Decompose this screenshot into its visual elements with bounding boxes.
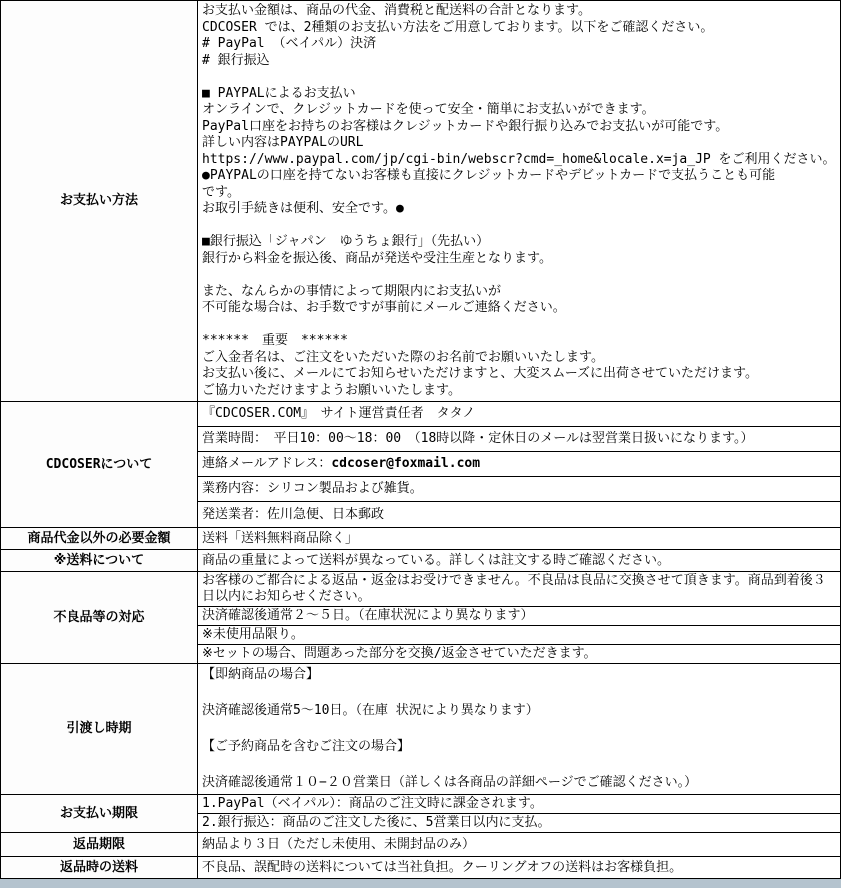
table-row-delivery <box>1 664 840 795</box>
delivery-text-line: 【即納商品の場合】 <box>202 667 320 682</box>
delivery-text-line: 決済確認後通常１０−２０営業日（詳しくは各商品の詳細ページでご確認ください。） <box>202 775 698 790</box>
row-label-return-period: 返品期限 <box>1 833 198 856</box>
return-shipping-content: 不良品、誤配時の送料については当社負担。クーリングオフの送料はお客様負担。 <box>202 859 683 875</box>
payment-text-line: # PayPal （ベイパル）決済 <box>202 36 377 51</box>
table-row-defect <box>1 572 840 664</box>
delivery-text-line: 【ご予約商品を含むご注文の場合】 <box>202 739 411 754</box>
payment-text-line: ■銀行振込「ジャパン ゆうちょ銀行」（先払い） <box>202 234 490 249</box>
payment-text-line <box>202 218 836 235</box>
deadline-text-line: 1.PayPal（ベイパル）：商品のご注文時に課金されます。 <box>198 795 840 814</box>
delivery-text-line: 決済確認後通常5〜10日。（在庫 状況により異なります） <box>202 703 539 718</box>
defect-content <box>198 572 840 663</box>
delivery-lines <box>202 666 836 792</box>
bottom-strip <box>0 879 841 888</box>
row-label-about: CDCOSERについて <box>1 402 198 527</box>
payment-text-line: ●PAYPALの口座を持てないお客様も直接にクレジットカードやデビットカードで支払うことも可能 <box>202 168 776 183</box>
about-contact-label: 連絡メールアドレス： <box>202 456 332 471</box>
row-label-shipping: ※送料について <box>1 550 198 571</box>
defect-text-line: 決済確認後通常２〜５日。（在庫状況により異なります） <box>198 607 840 626</box>
about-site-row: 『CDCOSER.COM』 サイト運営責任者 タタノ <box>198 402 840 427</box>
payment-text-line: オンラインで、クレジットカードを使って安全・簡単にお支払いができます。 <box>202 102 655 117</box>
payment-text-line: ご協力いただけますようお願いいたします。 <box>202 382 461 398</box>
payment-text-line <box>202 317 836 334</box>
payment-text-line: ご入金者名は、ご注文をいただいた際のお名前でお願いいたします。 <box>202 349 604 365</box>
payment-text-line: です。 <box>202 184 240 200</box>
deadline-content <box>198 795 840 832</box>
defect-text-line: ※未使用品限り。 <box>198 626 840 645</box>
delivery-text-line <box>202 684 836 702</box>
about-contact-row <box>198 452 840 477</box>
row-label-payment: お支払い方法 <box>1 1 198 401</box>
payment-text-line: また、なんらかの事情によって期限内にお支払いが <box>202 283 502 299</box>
payment-text-line <box>202 69 836 86</box>
payment-text-line: CDCOSER では、2種類のお支払い方法をご用意しております。以下をご確認ください。 <box>202 19 714 35</box>
delivery-content <box>198 664 840 794</box>
about-business-row: 業務内容：シリコン製品および雑貨。 <box>198 477 840 502</box>
fee-content: 送料「送料無料商品除く」 <box>202 530 359 546</box>
defect-text-line: お客様のご都合による返品・返金はお受けできません。不良品は良品に交換させて頂きます。商品到着後３日以内にお知らせください。 <box>198 572 840 607</box>
about-hours-row: 営業時間： 平日10：00〜18：00 （18時以降・定休日のメールは翌営業日扱いになります。） <box>198 427 840 452</box>
payment-text-line: 詳しい内容はPAYPALのURL <box>202 135 364 150</box>
row-label-defect: 不良品等の対応 <box>1 572 198 663</box>
return-period-content: 納品より３日（ただし未使用、未開封品のみ） <box>202 836 476 852</box>
payment-text-line: 不可能な場合は、お手数ですが事前にメールご連絡ください。 <box>202 300 566 315</box>
payment-text-line <box>202 267 836 284</box>
table-row-return-period <box>1 833 840 857</box>
delivery-text-line <box>202 756 836 774</box>
payment-lines <box>202 3 836 399</box>
table-row-shipping <box>1 550 840 572</box>
delivery-text-line <box>202 720 836 738</box>
payment-content <box>198 1 840 401</box>
payment-text-line: お取引手続きは便利、安全です。● <box>202 201 404 216</box>
payment-text-line: ■ PAYPALによるお支払い <box>202 85 356 101</box>
table-row-about <box>1 402 840 528</box>
row-label-delivery: 引渡し時期 <box>1 664 198 794</box>
shipping-content: 商品の重量によって送料が異なっている。詳しくは註文する時ご確認ください。 <box>202 552 671 568</box>
table-row-fee <box>1 528 840 550</box>
row-label-fee: 商品代金以外の必要金額 <box>1 528 198 549</box>
deadline-text-line: 2.銀行振込：商品のご注文した後に、5営業日以内に支払。 <box>202 815 551 830</box>
payment-text-line: 銀行から料金を振込後、商品が発送や受注生産となります。 <box>202 250 552 266</box>
table-row-payment <box>1 1 840 402</box>
defect-text-line: ※セットの場合、問題あった部分を交換/返金させていただきます。 <box>202 646 597 661</box>
contact-email: cdcoser@foxmail.com <box>331 456 481 471</box>
payment-text-line: お支払い後に、メールにてお知らせいただけますと、大変スムーズに出荷させていただけます。 <box>202 366 759 381</box>
payment-text-line: https://www.paypal.com/jp/cgi-bin/webscr?cmd=_home&locale.x=ja_JP をご利用ください。 <box>202 151 836 167</box>
row-label-deadline: お支払い期限 <box>1 795 198 832</box>
about-shipper-row: 発送業者：佐川急便、日本郵政 <box>202 506 385 522</box>
payment-text-line: お支払い金額は、商品の代金、消費税と配送料の合計となります。 <box>202 3 591 18</box>
payment-text-line: PayPal口座をお持ちのお客様はクレジットカードや銀行振り込みでお支払いが可能です。 <box>202 118 729 134</box>
about-content <box>198 402 840 527</box>
row-label-return-shipping: 返品時の送料 <box>1 857 198 878</box>
payment-text-line: # 銀行振込 <box>202 52 270 68</box>
payment-text-line: ****** 重要 ****** <box>202 333 348 348</box>
table-row-deadline <box>1 795 840 833</box>
